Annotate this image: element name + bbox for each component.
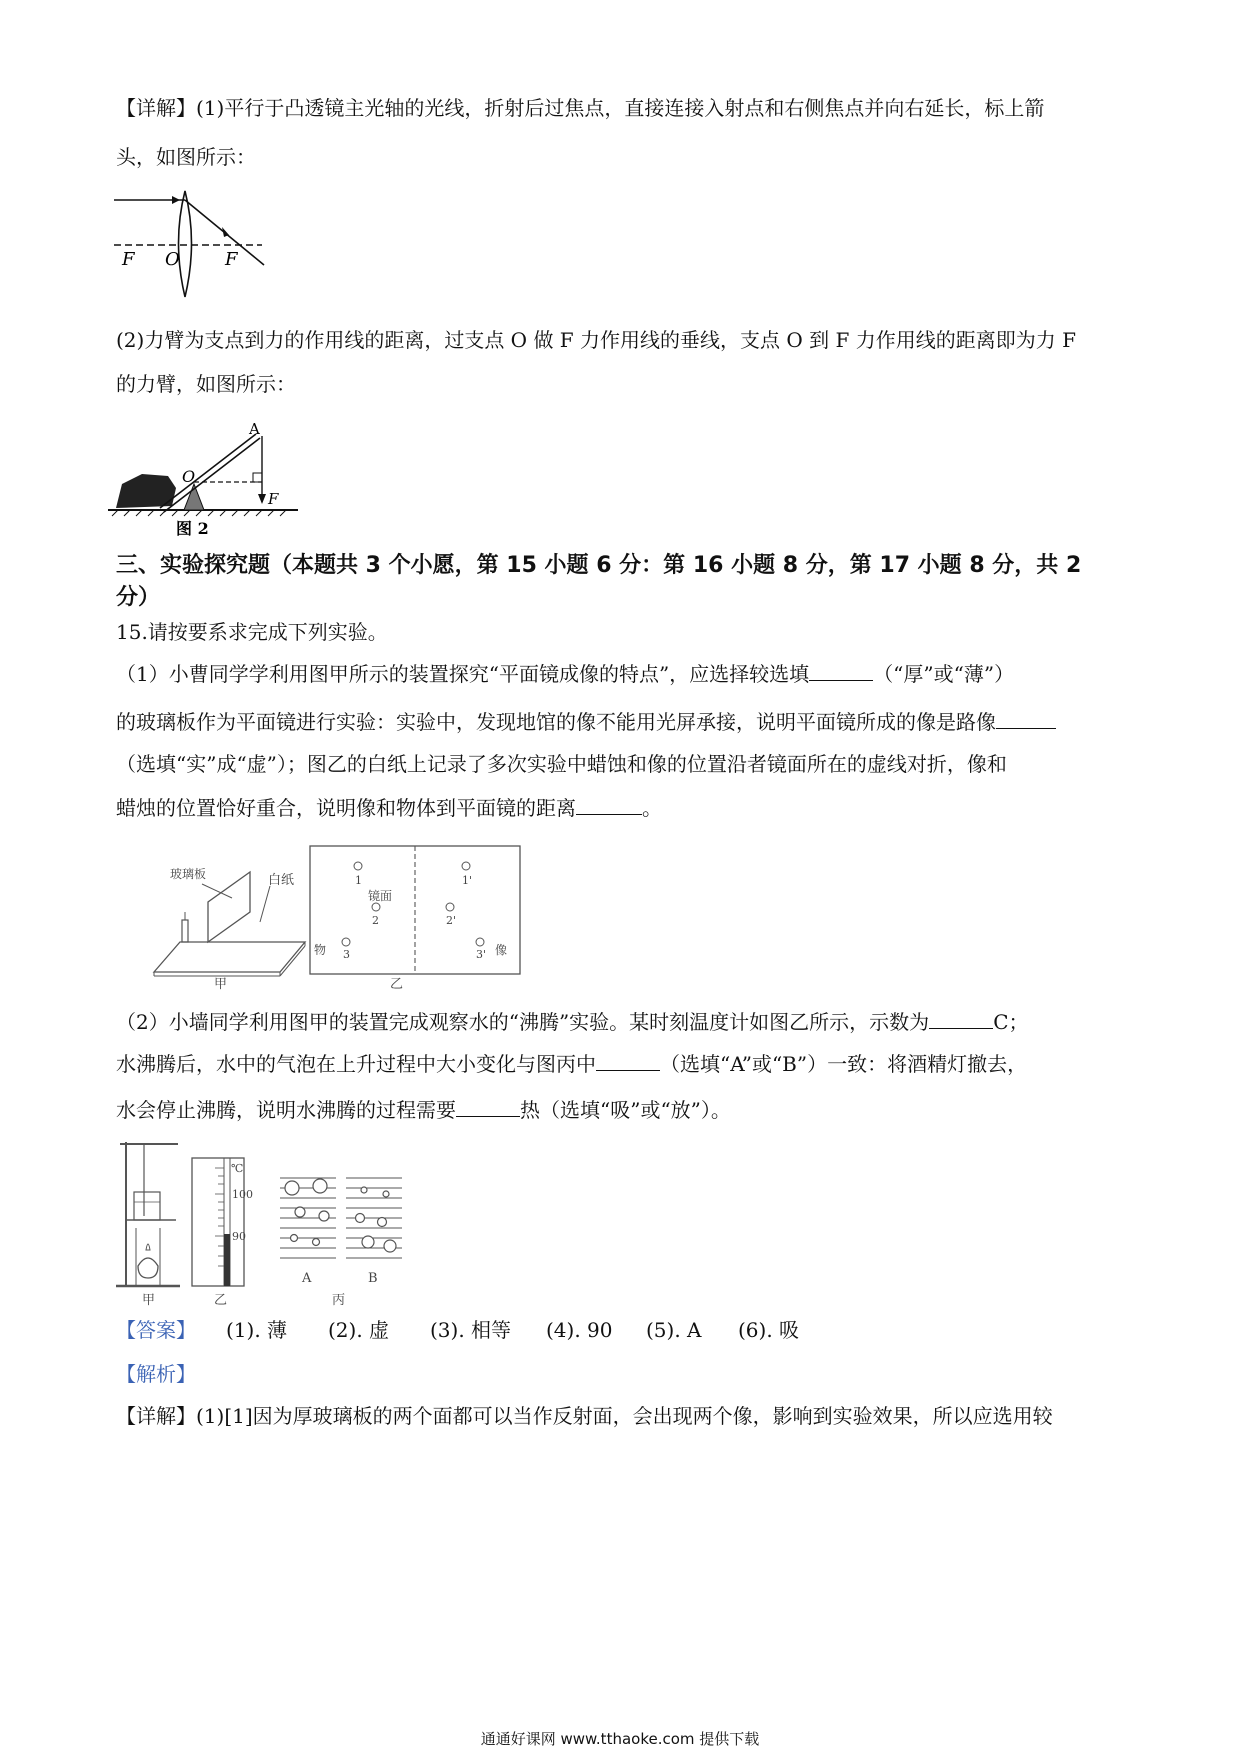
q15-2-line-3: 水会停止沸腾，说明水沸腾的过程需要 热（选填“吸”或“放”）。: [116, 1098, 731, 1122]
answer-item-2: (2). 虚: [328, 1318, 390, 1342]
lever-caption: 图 2: [176, 519, 209, 538]
bubble-label-a: A: [302, 1271, 312, 1286]
answer-item-4: (4). 90: [546, 1318, 613, 1342]
boil-figure-yi: 乙: [214, 1293, 228, 1308]
detail-2-line-2: 的力臂，如图所示：: [116, 372, 296, 396]
mirror-experiment-diagram: [150, 842, 590, 992]
image-point-3: 3': [476, 948, 487, 961]
glass-plate-label: 玻璃板: [170, 867, 207, 881]
lever-label-f: F: [268, 490, 279, 508]
answer-blank-5: [596, 1052, 660, 1071]
lever-label-o: O: [182, 467, 196, 486]
detail-3-line: 【详解】(1)[1]因为厚玻璃板的两个面都可以当作反射面，会出现两个像，影响到实验效果，所以应选用较: [116, 1404, 1053, 1428]
bubble-label-b: B: [368, 1271, 378, 1286]
image-point-1: 1': [462, 874, 473, 887]
boiling-experiment-diagram: [110, 1138, 460, 1308]
answer-blank-2: [996, 710, 1056, 729]
detail-1-line-1: 【详解】(1)平行于凸透镜主光轴的光线，折射后过焦点，直接连接入射点和右侧焦点并向右延长，标上箭: [116, 96, 1045, 120]
figure-jia-label: 甲: [214, 977, 228, 992]
answer-blank-3: [576, 796, 642, 815]
q15-1-line-1: （1）小曹同学学利用图甲所示的装置探究“平面镜成像的特点”，应选择较选填 （“厚”或“薄”）: [116, 662, 1015, 686]
answer-item-5: (5). A: [646, 1318, 702, 1342]
q15-1-line-2: 的玻璃板作为平面镜进行实验：实验中，发现地馆的像不能用光屏承接，说明平面镜所成的像是路像: [116, 710, 1136, 734]
detail-2-line-1: (2)力臂为支点到力的作用线的距离，过支点 O 做 F 力作用线的垂线，支点 O 到 F 力作用线的距离即为力 F: [116, 328, 1076, 352]
thermo-tick-100: 100: [232, 1188, 253, 1201]
object-point-2: 2: [372, 914, 379, 927]
lever-label-a: A: [249, 420, 260, 438]
answer-blank-1: [809, 662, 873, 681]
section-3-heading-line-2: 分）: [116, 585, 161, 610]
page-footer: 通通好课网 www.tthaoke.com 提供下载: [480, 1730, 760, 1748]
lens-label-o: O: [165, 249, 180, 270]
q15-1-line-4: 蜡烛的位置恰好重合，说明像和物体到平面镜的距离 。: [116, 796, 662, 820]
q15-1-line-3: （选填“实”成“虚”）；图乙的白纸上记录了多次实验中蜡蚀和像的位置沿者镜面所在的虚线对折，像和: [116, 752, 1007, 776]
detail-tag: 【详解】: [116, 96, 196, 120]
boil-figure-bing: 丙: [332, 1293, 346, 1308]
image-text: 像: [495, 943, 508, 957]
mirror-label: 镜面: [368, 889, 393, 903]
answer-item-1: (1). 薄: [226, 1318, 288, 1342]
object-point-3: 3: [343, 948, 350, 961]
section-3-heading-line-1: 三、实验探究题（本题共 3 个小愿，第 15 小题 6 分：第 16 小题 8 分，第 17 小题 8 分，共 2: [116, 553, 1082, 578]
thermo-unit: ℃: [231, 1162, 244, 1175]
thermo-tick-90: 90: [232, 1230, 246, 1243]
q15-stem: 15.请按要系求完成下列实验。: [116, 620, 388, 644]
answer-blank-6: [456, 1098, 520, 1117]
answer-line: [116, 1318, 1136, 1342]
lever-diagram: [108, 420, 308, 540]
image-point-2: 2': [446, 914, 457, 927]
lens-label-f-right: F: [225, 249, 238, 270]
q15-2-line-1: （2）小墙同学利用图甲的装置完成观察水的“沸腾”实验。某时刻温度计如图乙所示，示数为 C；: [116, 1010, 1029, 1034]
answer-tag: 【答案】: [116, 1318, 196, 1342]
boil-figure-jia: 甲: [142, 1293, 156, 1308]
object-point-1: 1: [355, 874, 362, 887]
figure-yi-label: 乙: [390, 977, 404, 992]
answer-item-6: (6). 吸: [738, 1318, 800, 1342]
analysis-tag: 【解析】: [116, 1362, 196, 1386]
detail-1-line-2: 头，如图所示：: [116, 145, 256, 169]
answer-blank-4: [929, 1010, 993, 1029]
convex-lens-diagram: [112, 185, 302, 305]
lens-label-f-left: F: [122, 249, 135, 270]
object-text: 物: [314, 943, 327, 957]
white-paper-label: 白纸: [268, 873, 295, 888]
q15-2-line-2: 水沸腾后，水中的气泡在上升过程中大小变化与图丙中 （选填“A”或“B”）一致：将酒精灯撤去，: [116, 1052, 1028, 1076]
answer-item-3: (3). 相等: [430, 1318, 512, 1342]
